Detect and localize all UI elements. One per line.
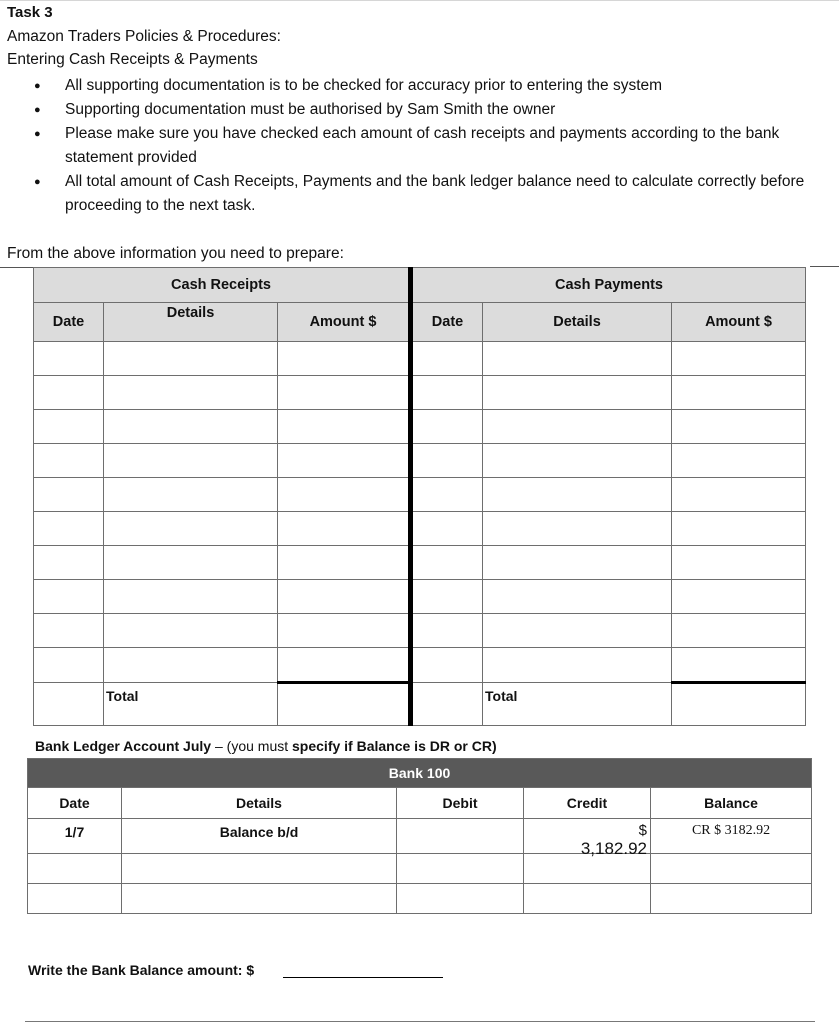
receipts-details-cell[interactable] bbox=[104, 512, 278, 546]
policy-item: ● All supporting documentation is to be checked for accuracy prior to entering the system bbox=[34, 74, 839, 98]
receipts-total-label-cell bbox=[104, 683, 278, 726]
cash-entry-row bbox=[34, 478, 806, 512]
ledger-empty-cell[interactable] bbox=[651, 854, 812, 884]
payments-amount-cell[interactable] bbox=[672, 410, 806, 444]
bottom-border-line bbox=[25, 1021, 815, 1022]
cash-entry-row bbox=[34, 648, 806, 683]
payments-total-label: Total bbox=[485, 688, 518, 704]
receipts-details-cell[interactable] bbox=[104, 614, 278, 648]
receipts-date-cell[interactable] bbox=[34, 478, 104, 512]
receipts-details-header: Details bbox=[104, 303, 278, 342]
ledger-title-note-bold: specify if Balance is DR or CR) bbox=[292, 738, 497, 754]
payments-details-cell[interactable] bbox=[483, 648, 672, 683]
payments-amount-cell[interactable] bbox=[672, 376, 806, 410]
cash-entry-row bbox=[34, 580, 806, 614]
payments-details-cell[interactable] bbox=[483, 512, 672, 546]
cash-entry-row bbox=[34, 546, 806, 580]
payments-details-cell[interactable] bbox=[483, 342, 672, 376]
receipts-amount-cell[interactable] bbox=[278, 376, 411, 410]
cash-payments-header: Cash Payments bbox=[411, 268, 806, 303]
ledger-date-header: Date bbox=[28, 788, 122, 819]
ledger-empty-cell[interactable] bbox=[122, 854, 397, 884]
receipts-amount-cell[interactable] bbox=[278, 444, 411, 478]
receipts-date-cell[interactable] bbox=[34, 614, 104, 648]
payments-date-cell[interactable] bbox=[411, 376, 483, 410]
payments-date-cell[interactable] bbox=[411, 444, 483, 478]
receipts-amount-cell[interactable] bbox=[278, 546, 411, 580]
policy-list bbox=[34, 74, 839, 218]
receipts-date-cell[interactable] bbox=[34, 580, 104, 614]
ledger-empty-cell[interactable] bbox=[397, 884, 524, 914]
section-heading: Entering Cash Receipts & Payments bbox=[7, 51, 258, 68]
payments-amount-cell[interactable] bbox=[672, 478, 806, 512]
ledger-row-details[interactable]: Balance b/d bbox=[122, 819, 397, 854]
payments-details-cell[interactable] bbox=[483, 444, 672, 478]
bank-ledger-table bbox=[27, 758, 812, 914]
payments-details-cell[interactable] bbox=[483, 376, 672, 410]
receipts-details-cell[interactable] bbox=[104, 478, 278, 512]
payments-amount-cell[interactable] bbox=[672, 512, 806, 546]
policy-item: ● Supporting documentation must be authorised by Sam Smith the owner bbox=[34, 98, 839, 122]
payments-date-cell[interactable] bbox=[411, 342, 483, 376]
receipts-details-cell[interactable] bbox=[104, 444, 278, 478]
receipts-details-cell[interactable] bbox=[104, 580, 278, 614]
payments-details-cell[interactable] bbox=[483, 580, 672, 614]
payments-amount-cell[interactable] bbox=[672, 648, 806, 683]
receipts-amount-cell[interactable] bbox=[278, 580, 411, 614]
task-title: Task 3 bbox=[7, 4, 53, 21]
receipts-details-cell[interactable] bbox=[104, 342, 278, 376]
receipts-details-cell[interactable] bbox=[104, 410, 278, 444]
cash-receipts-header: Cash Receipts bbox=[34, 268, 411, 303]
ledger-details-header: Details bbox=[122, 788, 397, 819]
ledger-account-header: Bank 100 bbox=[28, 759, 812, 788]
receipts-total-amount-cell[interactable] bbox=[278, 683, 411, 726]
cash-entry-row bbox=[34, 614, 806, 648]
receipts-amount-cell[interactable] bbox=[278, 512, 411, 546]
cash-entry-row bbox=[34, 342, 806, 376]
cash-entry-row bbox=[34, 444, 806, 478]
cash-entry-row bbox=[34, 512, 806, 546]
payments-amount-cell[interactable] bbox=[672, 342, 806, 376]
payments-date-cell[interactable] bbox=[411, 648, 483, 683]
credit-dollar-sign: $ bbox=[638, 822, 647, 839]
payments-details-cell[interactable] bbox=[483, 410, 672, 444]
ledger-row-balance[interactable]: CR $ 3182.92 bbox=[651, 819, 812, 854]
receipts-date-cell[interactable] bbox=[34, 376, 104, 410]
cash-entry-row bbox=[34, 410, 806, 444]
policy-item: ● All total amount of Cash Receipts, Payments and the bank ledger balance need to calculate correctly before proceeding to the next task. bbox=[34, 170, 839, 218]
payments-date-cell[interactable] bbox=[411, 410, 483, 444]
payments-amount-cell[interactable] bbox=[672, 580, 806, 614]
ledger-empty-cell[interactable] bbox=[122, 884, 397, 914]
payments-details-cell[interactable] bbox=[483, 614, 672, 648]
receipts-date-cell[interactable] bbox=[34, 342, 104, 376]
ledger-row-date[interactable]: 1/7 bbox=[28, 819, 122, 854]
ledger-empty-cell[interactable] bbox=[397, 854, 524, 884]
receipts-details-cell[interactable] bbox=[104, 546, 278, 580]
receipts-amount-cell[interactable] bbox=[278, 410, 411, 444]
receipts-date-cell[interactable] bbox=[34, 546, 104, 580]
ledger-empty-cell[interactable] bbox=[651, 884, 812, 914]
payments-date-cell[interactable] bbox=[411, 512, 483, 546]
payments-amount-header: Amount $ bbox=[672, 303, 806, 342]
payments-date-cell[interactable] bbox=[411, 614, 483, 648]
payments-total-label-cell bbox=[483, 683, 672, 726]
policies-heading: Amazon Traders Policies & Procedures: bbox=[7, 28, 281, 45]
bank-balance-answer-line[interactable] bbox=[283, 977, 443, 978]
receipts-total-label: Total bbox=[106, 688, 139, 704]
receipts-date-cell[interactable] bbox=[34, 648, 104, 683]
ledger-credit-header: Credit bbox=[524, 788, 651, 819]
ledger-debit-header: Debit bbox=[397, 788, 524, 819]
credit-amount: 3,182.92 bbox=[580, 839, 647, 858]
payments-date-header: Date bbox=[411, 303, 483, 342]
payments-details-cell[interactable] bbox=[483, 546, 672, 580]
receipts-amount-cell[interactable] bbox=[278, 648, 411, 683]
ledger-empty-cell[interactable] bbox=[28, 884, 122, 914]
receipts-details-cell[interactable] bbox=[104, 648, 278, 683]
receipts-date-header: Date bbox=[34, 303, 104, 342]
receipts-date-cell[interactable] bbox=[34, 410, 104, 444]
receipts-amount-cell[interactable] bbox=[278, 342, 411, 376]
ledger-empty-cell[interactable] bbox=[28, 854, 122, 884]
ledger-title-note: (you must bbox=[226, 738, 293, 754]
cash-receipts-payments-table bbox=[33, 267, 806, 726]
policy-item: ● Please make sure you have checked each amount of cash receipts and payments according to the bank statement provided bbox=[34, 122, 839, 170]
payments-details-header: Details bbox=[483, 303, 672, 342]
payments-amount-cell[interactable] bbox=[672, 614, 806, 648]
top-border-line bbox=[0, 0, 839, 1]
ledger-empty-cell[interactable] bbox=[524, 884, 651, 914]
receipts-amount-cell[interactable] bbox=[278, 478, 411, 512]
ledger-title bbox=[35, 738, 497, 754]
payments-amount-cell[interactable] bbox=[672, 546, 806, 580]
payments-date-cell[interactable] bbox=[411, 546, 483, 580]
prepare-instruction: From the above information you need to prepare: bbox=[7, 245, 344, 262]
receipts-amount-cell[interactable] bbox=[278, 614, 411, 648]
receipts-amount-header: Amount $ bbox=[278, 303, 411, 342]
ledger-title-main: Bank Ledger Account July bbox=[35, 738, 212, 754]
ledger-balance-header: Balance bbox=[651, 788, 812, 819]
payments-details-cell[interactable] bbox=[483, 478, 672, 512]
cash-entry-row bbox=[34, 376, 806, 410]
payments-date-cell[interactable] bbox=[411, 580, 483, 614]
ledger-title-dash: – bbox=[211, 738, 227, 754]
receipts-total-date-cell[interactable] bbox=[34, 683, 104, 726]
payments-amount-cell[interactable] bbox=[672, 444, 806, 478]
payments-total-date-cell[interactable] bbox=[411, 683, 483, 726]
payments-date-cell[interactable] bbox=[411, 478, 483, 512]
receipts-date-cell[interactable] bbox=[34, 512, 104, 546]
ledger-row-debit[interactable] bbox=[397, 819, 524, 854]
divider-line bbox=[810, 266, 839, 267]
receipts-date-cell[interactable] bbox=[34, 444, 104, 478]
receipts-details-cell[interactable] bbox=[104, 376, 278, 410]
bank-balance-prompt: Write the Bank Balance amount: $ bbox=[28, 962, 255, 978]
ledger-row-credit[interactable] bbox=[524, 819, 651, 858]
payments-total-amount-cell[interactable] bbox=[672, 683, 806, 726]
